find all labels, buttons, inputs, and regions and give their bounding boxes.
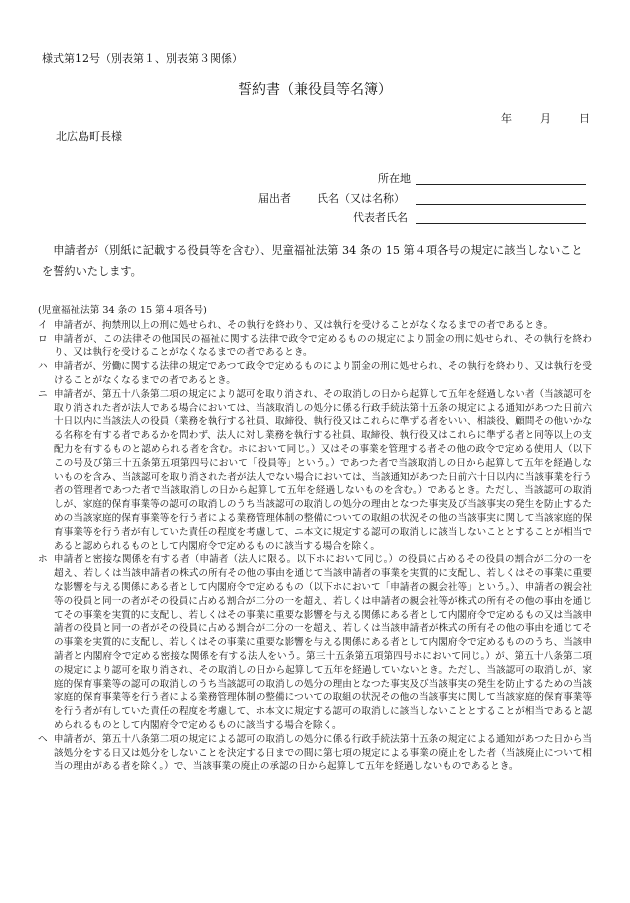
clause-mark: ヘ [38,733,48,745]
representative-field-line [416,223,586,224]
clause-text: 申請者が、第五十八条第二項の規定による認可の取消しの処分に係る行政手続法第十五条の規定による通知があつた日から当該処分をする日又は処分をしないことを決定する日までの間に第七項の規定による事業の廃止をした者（当該廃止について相当の理由がある者を除く。）で、当該事業の廃止の承認の日から起算して五年を経過しないものであるとき。 [54,733,592,773]
addressee: 北広島町長様 [56,130,122,143]
clause-text: 申請者が、第五十八条第二項の規定により認可を取り消され、その取消しの日から起算して五年を経過しない者（当該認可を取り消された者が法人である場合においては、当該取消しの処分に係る行政手続法第十五条の規定による通知があつた日前六十日以内に当該法人の役員（業務を執行する社員、取締役、執行役又はこれらに準ずる者をいい、相談役、顧問その他いかなる名称を有する者であるかを問わず、法人に対し業務を執行する社員、取締役、執行役又はこれらに準ずる者と同等以上の支配力を有するものと認められる者を含む。ホにおいて同じ。）又はその事業を管理する者その他の政令で定める使用人（以下この号及び第三十五条第五項第四号において「役員等」という。）であつた者で当該取消しの日から起算して五年を経過しないものを含み、当該認可を取り消された者が法人でない場合においては、当該通知があつた日前六十日以内に当該事業を行う者の管理者であつた者で当該取消しの日から起算して五年を経過しないものを含む。）であるとき。ただし、当該認可の取消しが、家庭的保育事業等の認可の取消しのうち当該認可の取消しの処分の理由となつた事実及び当該事実の発生を防止するための当該家庭的保育事業等を行う者による業務管理体制の整備についての取組の状況その他の当該事実に関して当該家庭的保育事業等を行う者が有していた責任の程度を考慮して、ニ本文に規定する認可の取消しに該当しないこととすることが相当であると認められるものとして内閣府令で定めるものに該当する場合を除く。 [54,388,592,552]
location-field-line [416,184,586,185]
clause-text: 申請者が、拘禁刑以上の刑に処せられ、その執行を終わり、又は執行を受けることがなくなるまでの者であるとき。 [54,319,554,331]
location-label: 所在地 [378,172,411,185]
date-year-label: 年 [501,112,512,125]
clause-mark: ニ [38,388,48,400]
clause-item [38,360,592,388]
date-month-label: 月 [540,112,551,125]
clause-text: 申請者が、労働に関する法律の規定であつて政令で定めるものにより罰金の刑に処せられ、その執行を終わり、又は執行を受けることがなくなるまでの者であるとき。 [54,361,592,386]
declaration-text: 申請者が（別紙に記載する役員等を含む）、児童福祉法第 34 条の 15 第４項各号の規定に該当しないことを誓約いたします。 [42,244,583,278]
clause-text: 申請者と密接な関係を有する者（申請者（法人に限る。以下ホにおいて同じ。）の役員に占めるその役員の割合が二分の一を超え、若しくは当該申請者の株式の所有その他の事由を通じて当該申請者の事業を実質的に支配し、若しくはその事業に重要な影響を与える関係にある者として内閣府令で定めるもの（以下ホにおいて「申請者の親会社等」という。）、申請者の親会社等の役員と同一の者がその役員に占める割合が二分の一を超え、若しくは申請者の親会社等が株式の所有その他の事由を通じてその事業を実質的に支配し、若しくはその事業に重要な影響を与える関係にある者として内閣府令で定めるもの又は当該申請者の役員と同一の者がその役員に占める割合が二分の一を超え、若しくは当該申請者が株式の所有その他の事由を通じてその事業を実質的に支配し、若しくはその事業に重要な影響を与える関係にある者として内閣府令で定めるもののうち、当該申請者と内閣府令で定める密接な関係を有する法人をいう。第三十五条第五項第四号ホにおいて同じ。）が、第五十八条第二項の規定により認可を取り消され、その取消しの日から起算して五年を経過していないとき。ただし、当該認可の取消しが、家庭的保育事業等の認可の取消しのうち当該認可の取消しの処分の理由となつた事実及び当該事実の発生を防止するための当該家庭的保育事業等を行う者による業務管理体制の整備についての取組の状況その他の当該事実に関して当該家庭的保育事業等を行う者が有していた責任の程度を考慮して、ホ本文に規定する認可の取消しに該当しないこととすることが相当であると認められるものとして内閣府令で定めるものに該当する場合を除く。 [54,554,592,731]
clause-mark: ロ [38,333,48,345]
clause-mark: イ [38,319,48,331]
clauses-heading: (児童福祉法第 34 条の 15 第４項各号) [38,305,207,316]
clause-mark: ハ [38,361,48,373]
date-day-label: 日 [579,112,590,125]
name-label: 氏名（又は名称） [317,192,405,205]
clause-item [38,333,592,361]
clause-item [38,388,592,554]
name-field-line [416,204,586,205]
clauses-section [38,304,592,774]
clause-text: 申請者が、この法律その他国民の福祉に関する法律で政令で定めるものの規定により罰金の刑に処せられ、その執行を終わり、又は執行を受けることがなくなるまでの者であるとき。 [54,333,592,359]
applicant-role-label: 届出者 [258,192,291,205]
document-title: 誓約書（兼役員等名簿） [238,82,392,98]
form-number: 様式第12号（別表第１、別表第３関係） [42,52,243,65]
clause-item [38,553,592,732]
clause-mark: ホ [38,554,48,566]
clause-item [38,319,592,333]
clause-item [38,733,592,774]
representative-label: 代表者氏名 [353,211,408,224]
